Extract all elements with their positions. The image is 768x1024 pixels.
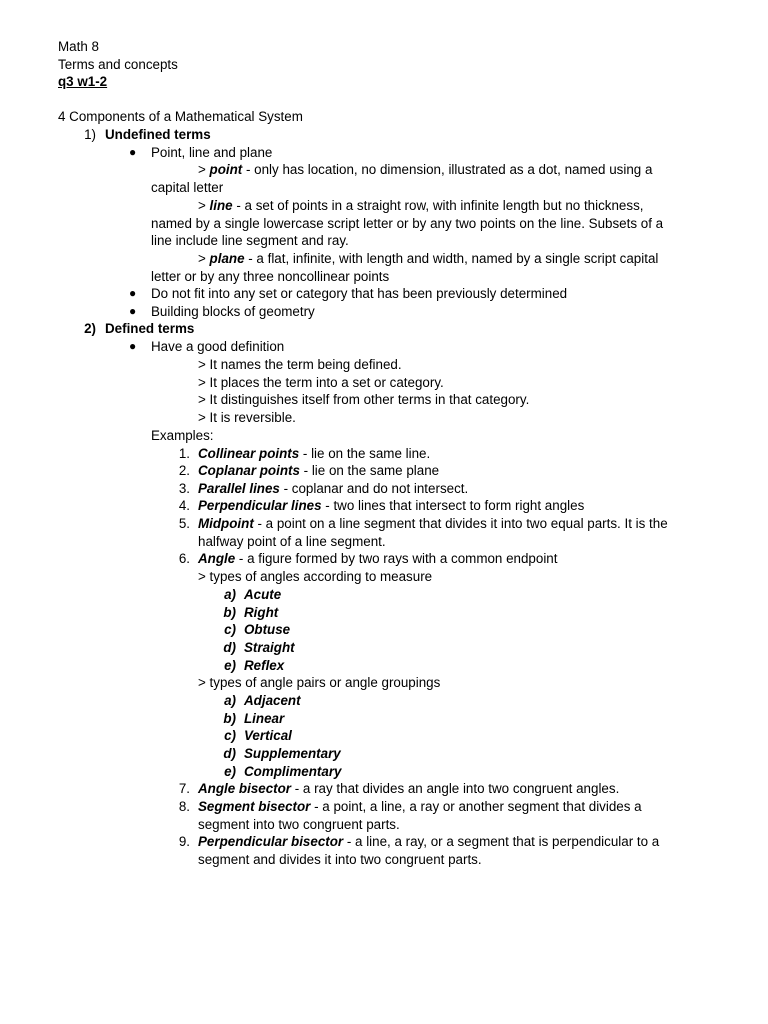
example-number: 9. [178, 834, 190, 849]
angle-pair-complimentary: Complimentary [244, 764, 342, 779]
example-item [198, 480, 468, 497]
example-item [198, 515, 668, 532]
angle-type-obtuse: Obtuse [244, 622, 291, 637]
example-item [198, 445, 430, 462]
example-item [198, 462, 439, 479]
example-number: 1. [178, 446, 190, 461]
angle-pair-adjacent: Adjacent [244, 693, 301, 708]
point-definition: > point - only has location, no dimension, illustrated as a dot, named using a [198, 162, 653, 177]
criterion: > It names the term being defined. [198, 357, 402, 372]
list-item: Do not fit into any set or category that has been previously determined [151, 286, 568, 301]
example-number: 2. [178, 463, 190, 478]
example-term: Segment bisector [198, 799, 311, 814]
term-line: line [209, 198, 233, 213]
angle-type-right: Right [244, 605, 279, 620]
example-term: Collinear points [198, 446, 300, 461]
example-item [198, 550, 557, 567]
document-subtitle: Terms and concepts [58, 57, 178, 72]
plane-definition-text: - a flat, infinite, with length and width, named by a single script capital [244, 251, 659, 266]
week-label: q3 w1-2 [58, 74, 108, 89]
section-1-title: Undefined terms [105, 127, 211, 142]
example-item [198, 833, 659, 850]
examples-label: Examples: [151, 428, 214, 443]
example-term: Coplanar points [198, 463, 300, 478]
example-term: Angle bisector [198, 781, 292, 796]
example-term: Angle [198, 551, 236, 566]
example-definition: - a line, a ray, or a segment that is perpendicular to a [343, 834, 660, 849]
line-definition-cont: named by a single lowercase script letter or by any two points on the line. Subsets of a [151, 216, 664, 231]
example-definition: - a point, a line, a ray or another segment that divides a [310, 799, 642, 814]
sub-item-letter: c) [224, 728, 236, 743]
plane-definition-cont: letter or by any three noncollinear points [151, 269, 390, 284]
angle-type-straight: Straight [244, 640, 295, 655]
list-item: Point, line and plane [151, 145, 273, 160]
example-definition-cont: segment into two congruent parts. [198, 817, 400, 832]
criterion: > It is reversible. [198, 410, 296, 425]
example-number: 5. [178, 516, 190, 531]
example-number: 7. [178, 781, 190, 796]
example-definition: - two lines that intersect to form right angles [321, 498, 585, 513]
angle-type-acute: Acute [244, 587, 282, 602]
section-title: 4 Components of a Mathematical System [58, 109, 303, 124]
angle-pair-vertical: Vertical [244, 728, 292, 743]
bullet-icon: ● [129, 304, 137, 318]
line-definition-text: - a set of points in a straight row, with infinite length but no thickness, [232, 198, 644, 213]
point-definition-text: - only has location, no dimension, illustrated as a dot, named using a [242, 162, 653, 177]
angle-pairs-label: > types of angle pairs or angle groupings [198, 675, 441, 690]
sub-item-letter: a) [224, 693, 236, 708]
example-term: Midpoint [198, 516, 254, 531]
example-term: Parallel lines [198, 481, 280, 496]
example-definition: - coplanar and do not intersect. [279, 481, 469, 496]
example-definition-cont: segment and divides it into two congruent parts. [198, 852, 482, 867]
bullet-icon: ● [129, 286, 137, 300]
bullet-icon: ● [129, 339, 137, 353]
angle-type-reflex: Reflex [244, 658, 285, 673]
section-2-number: 2) [84, 321, 96, 336]
sub-item-letter: e) [224, 764, 236, 779]
example-number: 6. [178, 551, 190, 566]
list-item: Have a good definition [151, 339, 285, 354]
angle-measure-label: > types of angles according to measure [198, 569, 433, 584]
example-definition: - lie on the same plane [299, 463, 440, 478]
example-item [198, 798, 642, 815]
sub-item-letter: b) [223, 711, 236, 726]
example-number: 8. [178, 799, 190, 814]
course-title: Math 8 [58, 39, 99, 54]
angle-pair-supplementary: Supplementary [244, 746, 341, 761]
example-definition: - a figure formed by two rays with a common endpoint [235, 551, 558, 566]
example-definition: - lie on the same line. [299, 446, 431, 461]
example-definition: - a ray that divides an angle into two congruent angles. [291, 781, 620, 796]
bullet-icon: ● [129, 145, 137, 159]
section-2-title: Defined terms [105, 321, 195, 336]
example-term: Perpendicular lines [198, 498, 322, 513]
example-item [198, 497, 584, 514]
sub-item-letter: e) [224, 658, 236, 673]
line-definition-cont: line include line segment and ray. [151, 233, 349, 248]
sub-item-letter: c) [224, 622, 236, 637]
example-number: 4. [178, 498, 190, 513]
sub-item-letter: d) [223, 746, 236, 761]
list-item: Building blocks of geometry [151, 304, 315, 319]
example-definition: - a point on a line segment that divides it into two equal parts. It is the [253, 516, 668, 531]
sub-item-letter: a) [224, 587, 236, 602]
plane-definition: > plane - a flat, infinite, with length and width, named by a single script capital [198, 251, 659, 266]
line-definition: > line - a set of points in a straight row, with infinite length but no thickness, [198, 198, 644, 213]
sub-item-letter: b) [223, 605, 236, 620]
criterion: > It distinguishes itself from other terms in that category. [198, 392, 530, 407]
example-term: Perpendicular bisector [198, 834, 344, 849]
section-1-number: 1) [84, 127, 96, 142]
criterion: > It places the term into a set or category. [198, 375, 444, 390]
example-number: 3. [178, 481, 190, 496]
sub-item-letter: d) [223, 640, 236, 655]
example-item [198, 780, 619, 797]
term-point: point [209, 162, 243, 177]
term-plane: plane [209, 251, 245, 266]
angle-pair-linear: Linear [244, 711, 285, 726]
point-definition-cont: capital letter [151, 180, 224, 195]
example-definition-cont: halfway point of a line segment. [198, 534, 386, 549]
